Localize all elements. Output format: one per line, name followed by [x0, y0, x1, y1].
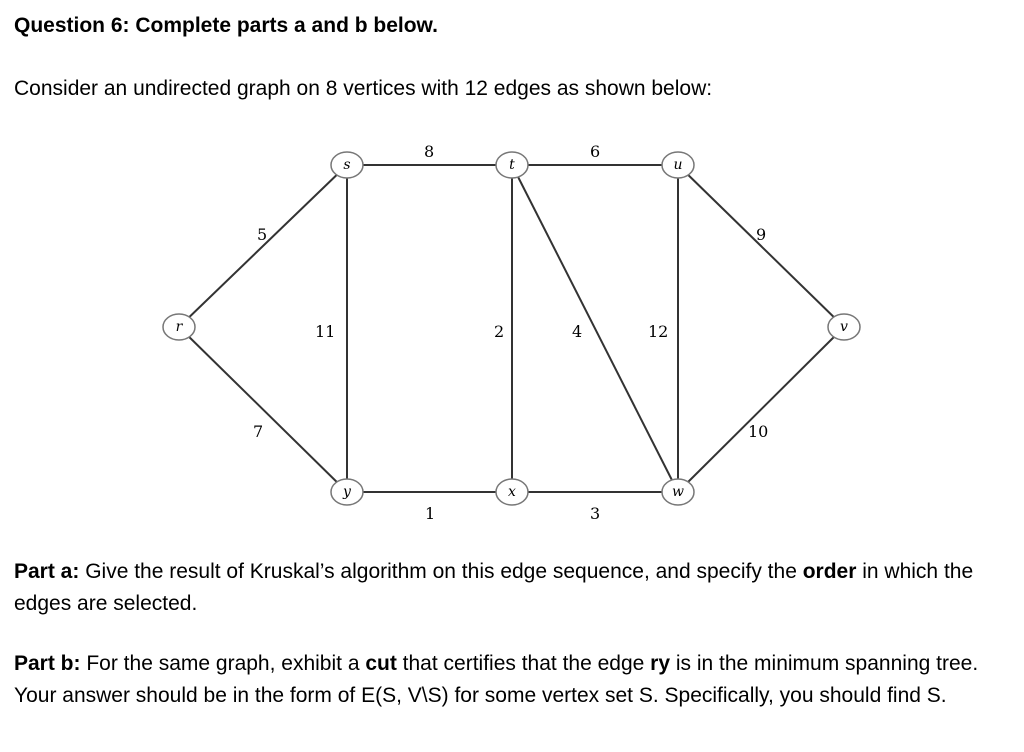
weight-t-u: 6 [590, 142, 601, 161]
weight-s-y: 11 [315, 322, 336, 341]
vertex-x-label: x [508, 484, 516, 500]
weight-u-v: 9 [756, 225, 767, 244]
edge-w-v [678, 327, 844, 492]
vertex-v-label: v [840, 319, 848, 335]
vertex-t-label: t [509, 157, 515, 173]
vertex-v [828, 314, 860, 340]
vertex-u-label: u [673, 157, 683, 173]
question-intro: Consider an undirected graph on 8 vertices with 12 edges as shown below: [14, 77, 713, 100]
vertex-r-label: r [175, 319, 183, 335]
vertex-r [163, 314, 195, 340]
weight-x-w: 3 [590, 504, 601, 523]
part-b-text-3: is in the minimum spanning tree. Your answer should be in the form of E(S, V\S) for some vertex set S. Specifically, you should find S. [14, 652, 979, 707]
part-b-text-1: For the same graph, exhibit a [80, 652, 366, 675]
weight-r-s: 5 [257, 225, 268, 244]
vertex-s-label: s [343, 157, 351, 173]
vertex-u [662, 152, 694, 178]
weight-t-x: 2 [494, 322, 505, 341]
weight-u-w: 12 [648, 322, 669, 341]
part-a-text-2: in which the edges are selected. [14, 560, 974, 615]
part-b-bold-cut: cut [365, 652, 397, 675]
vertex-w-label: w [672, 484, 684, 500]
vertex-y [331, 479, 363, 505]
part-a-label: Part a: [14, 560, 80, 583]
edge-r-s [179, 165, 347, 327]
weight-y-x: 1 [425, 504, 436, 523]
part-a-bold-order: order [802, 560, 857, 583]
weight-t-w: 4 [572, 322, 583, 341]
part-a [14, 556, 1014, 620]
edge-r-y [179, 327, 347, 492]
weight-s-t: 8 [424, 142, 435, 161]
vertex-y-label: y [343, 484, 351, 500]
vertex-w [662, 479, 694, 505]
part-b-label: Part b: [14, 652, 81, 675]
question-heading: Question 6: Complete parts a and b below. [14, 14, 438, 37]
part-b [14, 648, 1014, 712]
part-b-bold-ry: ry [650, 652, 671, 675]
part-b-text-2: that certifies that the edge [396, 652, 651, 675]
vertex-x [496, 479, 528, 505]
edge-u-v [678, 165, 844, 327]
weight-w-v: 10 [748, 422, 769, 441]
vertex-s [331, 152, 363, 178]
vertex-t [496, 152, 528, 178]
weight-r-y: 7 [253, 422, 264, 441]
part-a-text-1: Give the result of Kruskal’s algorithm on this edge sequence, and specify the [79, 560, 803, 583]
